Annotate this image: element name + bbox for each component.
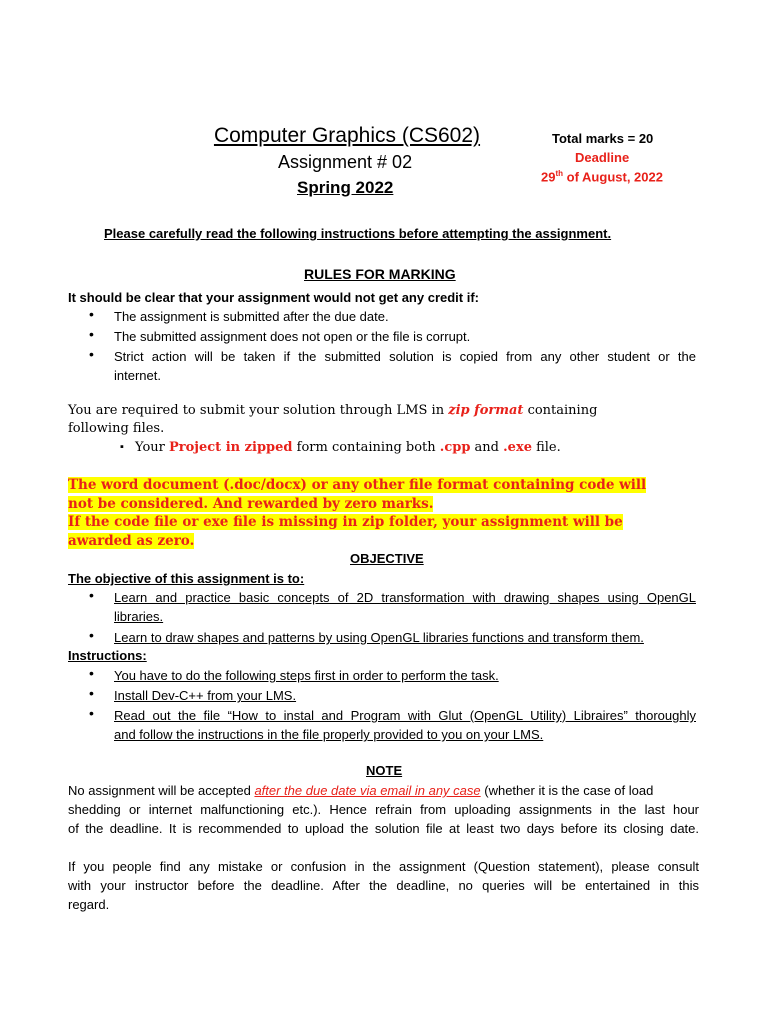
warning-line3: If the code file or exe file is missing in zip folder, your assignment will be	[68, 514, 623, 530]
note-p1-line2: shedding or internet malfunctioning etc.). Hence refrain from uploading assignments in the last hour	[68, 802, 699, 817]
objective-intro: The objective of this assignment is to:	[68, 571, 305, 586]
objective-item-cont: libraries.	[114, 609, 164, 624]
instructions-heading: Instructions:	[68, 648, 147, 663]
bullet-icon: •	[89, 326, 94, 342]
instruction-item: Install Dev-C++ from your LMS.	[114, 688, 297, 703]
submission-bullet: Your Project in zipped form containing both .cpp and .exe file.	[135, 440, 561, 455]
bullet-icon: •	[89, 627, 94, 643]
bullet-icon: •	[89, 346, 94, 362]
note-p1-line1: No assignment will be accepted after the due date via email in any case (whether it is the case of load	[68, 783, 654, 798]
deadline-date: 29th of August, 2022	[541, 169, 663, 185]
semester: Spring 2022	[297, 178, 394, 197]
total-marks: Total marks = 20	[552, 131, 654, 146]
instruction-heading: Please carefully read the following instructions before attempting the assignment.	[104, 226, 612, 241]
objective-item: Learn to draw shapes and patterns by using OpenGL libraries functions and transform them.	[114, 630, 644, 645]
warning-line2: not be considered. And rewarded by zero marks.	[68, 496, 434, 512]
rule-item: Strict action will be taken if the submitted solution is copied from any other student or the	[114, 349, 696, 364]
bullet-icon: •	[89, 306, 94, 322]
note-p1-line3: of the deadline. It is recommended to upload the solution file at least two days before its closing date.	[68, 821, 699, 836]
instruction-item-cont: and follow the instructions in the file properly provided to you on your LMS.	[114, 727, 544, 742]
note-p2-line2: with your instructor before the deadline. After the deadline, no queries will be entertained in this	[68, 878, 699, 893]
note-heading: NOTE	[366, 763, 403, 778]
course-title: Computer Graphics (CS602)	[213, 124, 481, 147]
square-bullet-icon: ▪	[120, 441, 124, 453]
objective-item: Learn and practice basic concepts of 2D transformation with drawing shapes using OpenGL	[114, 590, 696, 605]
instruction-item: Read out the file “How to instal and Program with Glut (OpenGL Utility) Libraires” thoroughly	[114, 708, 696, 723]
instruction-item: You have to do the following steps first in order to perform the task.	[114, 668, 499, 683]
rules-intro: It should be clear that your assignment would not get any credit if:	[68, 290, 479, 305]
bullet-icon: •	[89, 685, 94, 701]
objective-heading: OBJECTIVE	[350, 551, 424, 566]
submission-line1: You are required to submit your solution through LMS in zip format containing	[68, 403, 598, 418]
submission-line2: following files.	[68, 421, 165, 436]
bullet-icon: •	[89, 705, 94, 721]
rule-item-cont: internet.	[114, 368, 161, 383]
rule-item: The submitted assignment does not open or the file is corrupt.	[114, 329, 471, 344]
deadline-label: Deadline	[575, 150, 630, 165]
bullet-icon: •	[89, 665, 94, 681]
note-p2-line3: regard.	[68, 897, 110, 912]
assignment-number: Assignment # 02	[278, 152, 413, 172]
warning-line1: The word document (.doc/docx) or any other file format containing code will	[68, 477, 647, 493]
rules-heading: RULES FOR MARKING	[304, 266, 456, 282]
rule-item: The assignment is submitted after the due date.	[114, 309, 389, 324]
warning-line4: awarded as zero.	[68, 533, 195, 549]
bullet-icon: •	[89, 587, 94, 603]
note-p2-line1: If you people find any mistake or confusion in the assignment (Question statement), please consult	[68, 859, 699, 874]
